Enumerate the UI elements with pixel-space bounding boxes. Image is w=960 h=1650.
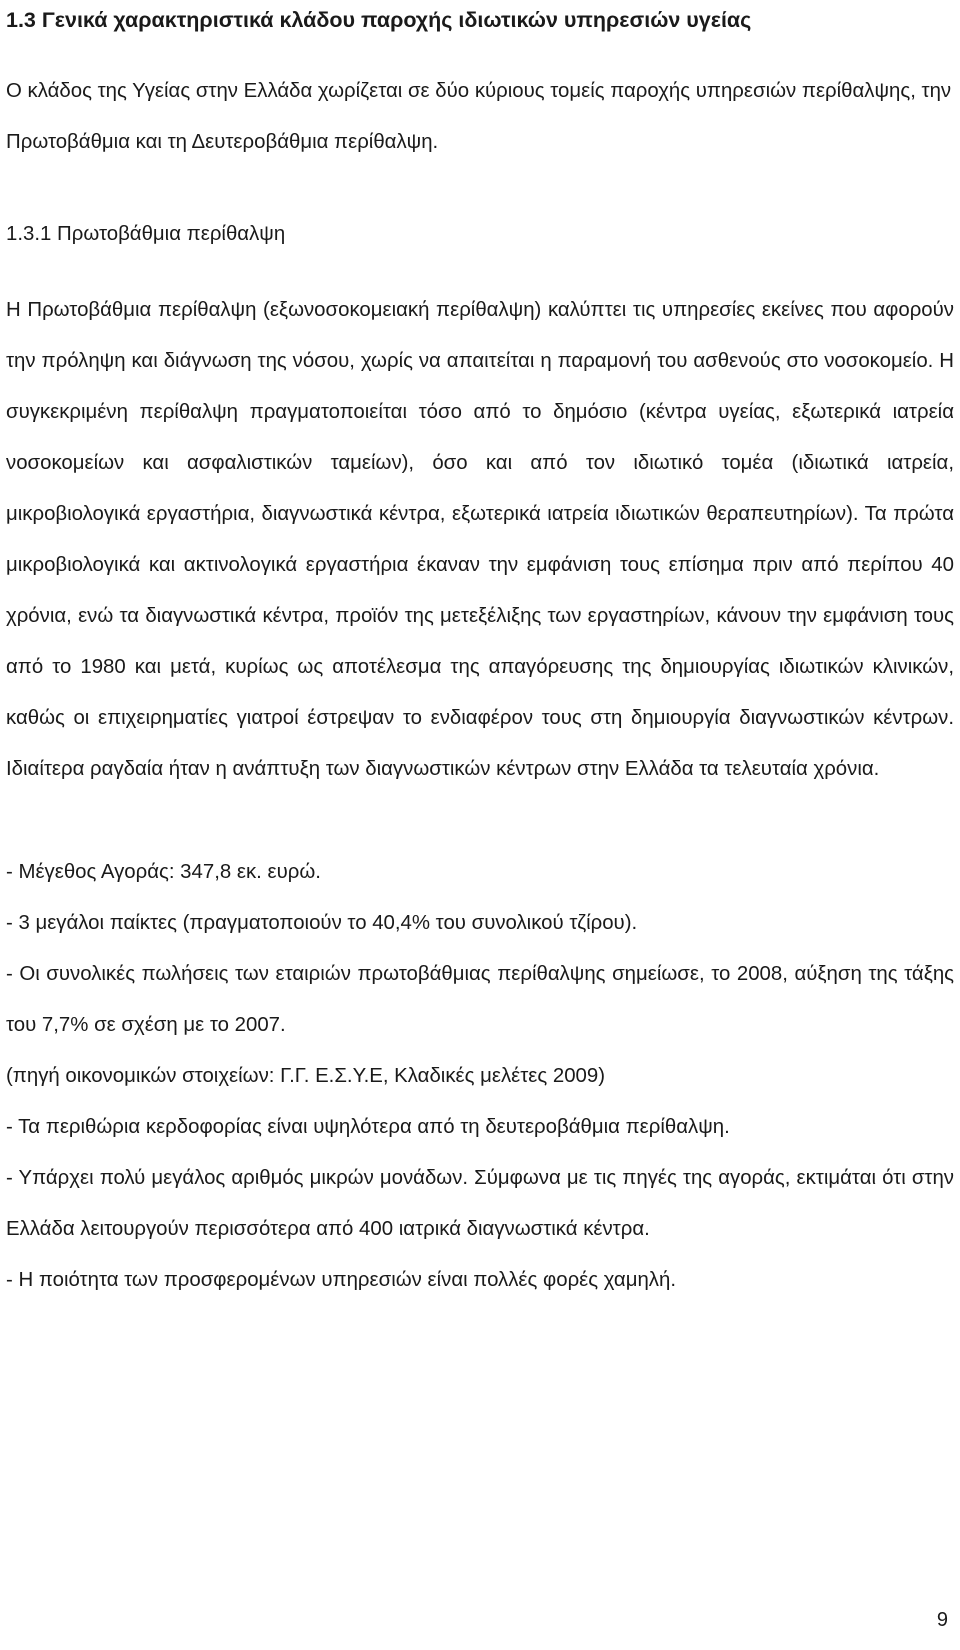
page-number: 9 (936, 1609, 948, 1631)
section-heading: 1.3 Γενικά χαρακτηριστικά κλάδου παροχής ιδιωτικών υπηρεσιών υγείας (6, 8, 752, 32)
main-paragraph: Η Πρωτοβάθμια περίθαλψη (εξωνοσοκομειακή περίθαλψη) καλύπτει τις υπηρεσίες εκείνες που αφορούν την πρόληψη και διάγνωση της νόσου, χωρίς να απαιτείται η παραμονή του ασθενούς στο νοσοκομείο. Η συγκεκριμένη περίθαλψη πραγματοποιείται τόσο από το δημόσιο (κέντρα υγείας, εξωτερικά ιατρεία νοσοκομείων και ασφαλιστικών ταμείων), όσο και από τον ιδιωτικό τομέα (ιδιωτικά ιατρεία, μικροβιολογικά εργαστήρια, διαγνωστικά κέντρα, εξωτερικά ιατρεία ιδιωτικών θεραπευτηρίων). Τα πρώτα μικροβιολογικά και ακτινολογικά εργαστήρια έκαναν την εμφάνιση τους επίσημα πριν από περίπου 40 χρόνια, ενώ τα διαγνωστικά κέντρα, προϊόν της μετεξέλιξης των εργαστηρίων, κάνουν την εμφάνιση τους από το 1980 και μετά, κυρίως ως αποτέλεσμα της απαγόρευσης της δημιουργίας ιδιωτικών κλινικών, καθώς οι επιχειρηματίες γιατροί έστρεψαν το ενδιαφέρον τους στη δημιουργία διαγνωστικών κέντρων. Ιδιαίτερα ραγδαία ήταν η ανάπτυξη των διαγνωστικών κέντρων στην Ελλάδα τα τελευταία χρόνια. (6, 299, 954, 780)
list-item: - 3 μεγάλοι παίκτες (πραγματοποιούν το 40,4% του συνολικού τζίρου). (6, 912, 638, 934)
subsection-heading: 1.3.1 Πρωτοβάθμια περίθαλψη (6, 223, 286, 245)
list-item: - Μέγεθος Αγοράς: 347,8 εκ. ευρώ. (6, 861, 321, 883)
list-item: - Οι συνολικές πωλήσεις των εταιριών πρωτοβάθμιας περίθαλψης σημείωσε, το 2008, αύξηση της τάξης του 7,7% σε σχέση με το 2007. (6, 963, 954, 1036)
list-item: - Τα περιθώρια κερδοφορίας είναι υψηλότερα από τη δευτεροβάθμια περίθαλψη. (6, 1116, 730, 1138)
document-page (6, 0, 954, 1306)
source-note: (πηγή οικονομικών στοιχείων: Γ.Γ. Ε.Σ.Υ.Ε, Κλαδικές μελέτες 2009) (6, 1065, 606, 1087)
intro-paragraph: Ο κλάδος της Υγείας στην Ελλάδα χωρίζεται σε δύο κύριους τομείς παροχής υπηρεσιών περίθαλψης, την Πρωτοβάθμια και τη Δευτεροβάθμια περίθαλψη. (6, 80, 952, 153)
list-item: - Η ποιότητα των προσφερομένων υπηρεσιών είναι πολλές φορές χαμηλή. (6, 1269, 676, 1291)
list-item: - Υπάρχει πολύ μεγάλος αριθμός μικρών μονάδων. Σύμφωνα με τις πηγές της αγοράς, εκτιμάται ότι στην Ελλάδα λειτουργούν περισσότερα από 400 ιατρικά διαγνωστικά κέντρα. (6, 1167, 954, 1240)
key-facts-list (6, 847, 954, 1306)
